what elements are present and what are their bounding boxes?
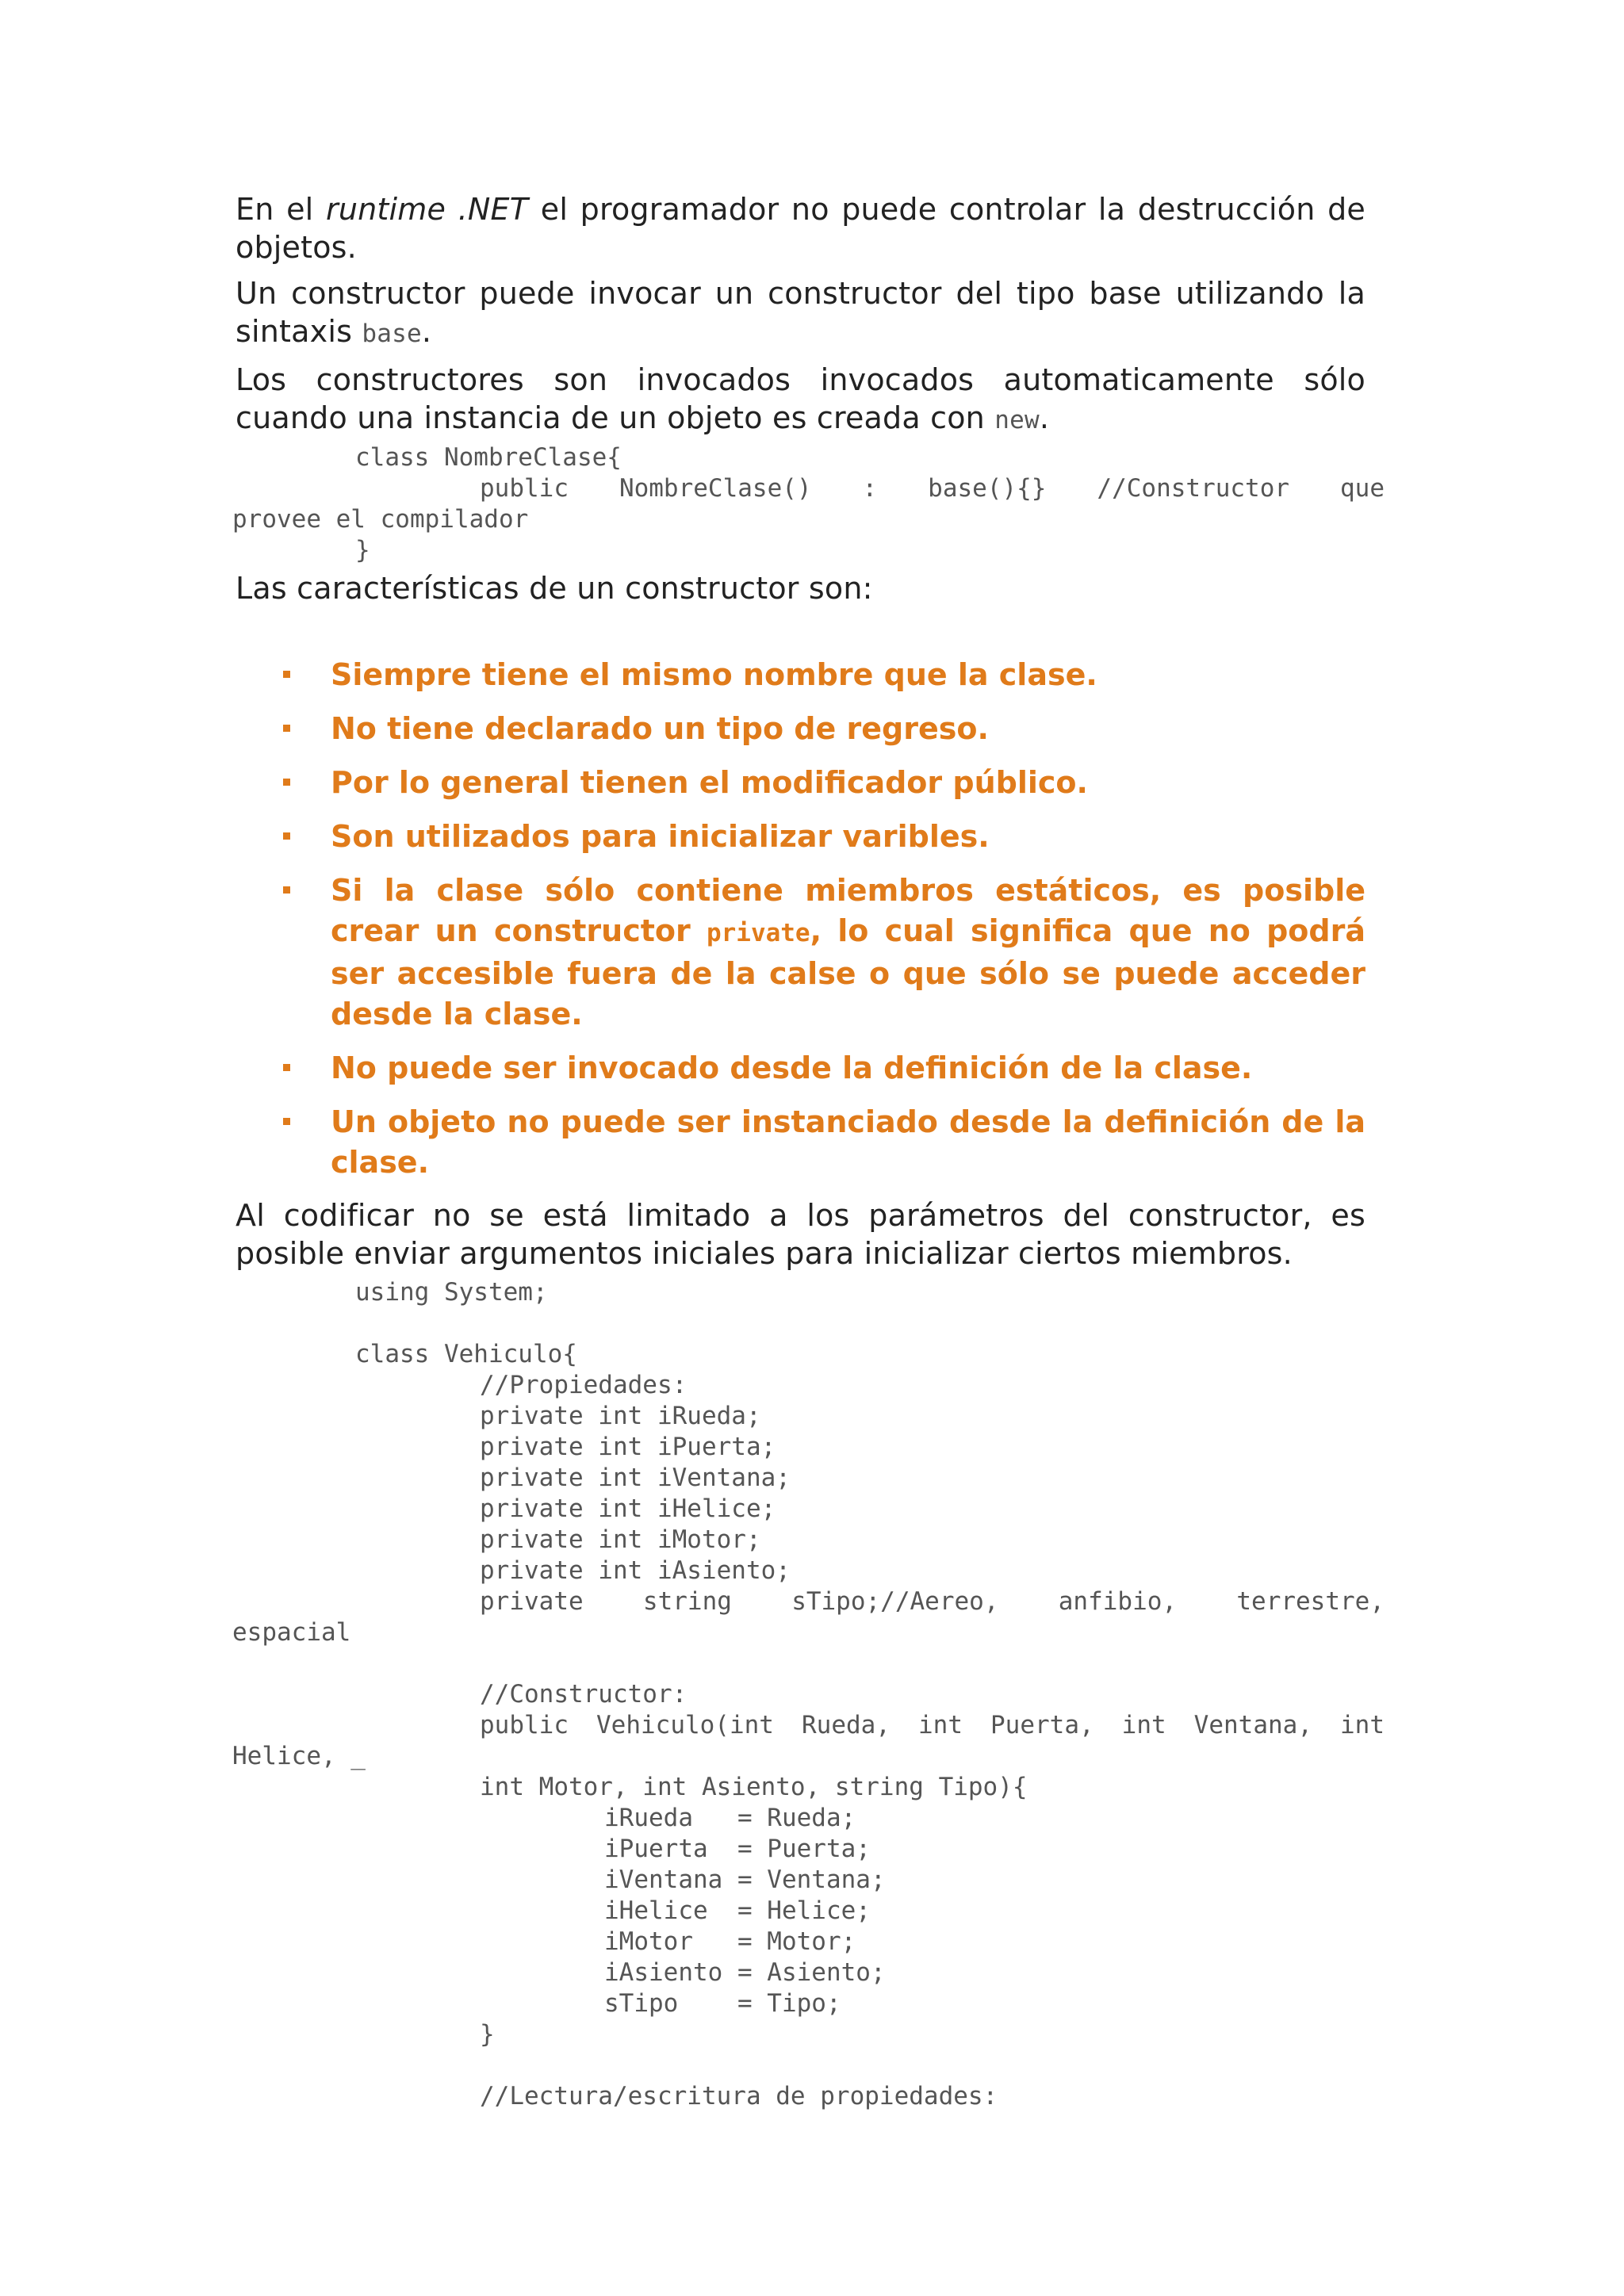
- code-line: provee el compilador: [232, 505, 529, 534]
- list-item: [236, 871, 1365, 1035]
- code-line: class Vehiculo{: [355, 1340, 577, 1368]
- code-line: private int iMotor;: [480, 1525, 761, 1554]
- code-line: private int iHelice;: [480, 1494, 776, 1523]
- code-line: private int iPuerta;: [480, 1433, 776, 1461]
- paragraph-runtime: [236, 190, 1365, 266]
- list-item: [236, 1048, 1365, 1089]
- code-line: sTipo = Tipo;: [604, 1989, 841, 2018]
- code-line: iAsiento = Asiento;: [604, 1958, 886, 1987]
- code-line: public Vehiculo(int Rueda, int Puerta, int Ventana, int: [480, 1711, 1385, 1739]
- bullet-icon: [283, 671, 290, 678]
- list-item: [236, 817, 1365, 857]
- code-line: private int iAsiento;: [480, 1556, 791, 1585]
- runtime-term: runtime .NET: [326, 192, 529, 227]
- inline-code-new: new: [994, 406, 1040, 434]
- paragraph-text: Un constructor puede invocar un constructor del tipo base utilizando la sintaxis: [236, 276, 1365, 349]
- paragraph-text: En el: [236, 192, 326, 227]
- code-line: iRueda = Rueda;: [604, 1804, 856, 1832]
- code-line: espacial: [232, 1618, 351, 1647]
- list-item-text: No tiene declarado un tipo de regreso.: [331, 711, 989, 746]
- bullet-icon: [283, 832, 290, 840]
- bullet-icon: [283, 1064, 290, 1071]
- inline-code-private: private: [706, 919, 810, 947]
- bullet-icon: [283, 779, 290, 786]
- code-line: private string sTipo;//Aereo, anfibio, terrestre,: [480, 1587, 1385, 1616]
- code-line: iHelice = Helice;: [604, 1896, 871, 1925]
- list-item: [236, 763, 1365, 803]
- code-line: Helice, _: [232, 1742, 366, 1770]
- list-item-text: , lo cual significa que no podrá ser accesible fuera de la calse o que sólo se puede acceder desde la clase.: [331, 913, 1365, 1031]
- paragraph-text: el programador no puede controlar la destrucción de objetos.: [236, 192, 1365, 265]
- list-item-text: Siempre tiene el mismo nombre que la clase.: [331, 657, 1097, 692]
- code-block-vehiculo: [232, 1277, 1385, 2112]
- code-line: iVentana = Ventana;: [604, 1866, 886, 1894]
- bullet-icon: [283, 1118, 290, 1125]
- code-blank-line: [232, 1648, 1385, 1679]
- paragraph-text: .: [1039, 400, 1050, 435]
- list-item: [236, 1102, 1365, 1183]
- paragraph-text: .: [421, 314, 432, 349]
- paragraph-text: Los constructores son invocados invocados automaticamente sólo cuando una instancia de un objeto es creada con: [236, 362, 1365, 435]
- paragraph-new: [236, 361, 1365, 439]
- code-line: private int iVentana;: [480, 1464, 791, 1492]
- code-line: //Constructor:: [480, 1680, 688, 1709]
- code-line: private int iRueda;: [480, 1402, 761, 1430]
- list-item-text: No puede ser invocado desde la definición de la clase.: [331, 1050, 1253, 1085]
- code-line: class NombreClase{: [355, 443, 622, 472]
- inline-code-base: base: [362, 320, 422, 348]
- bullet-icon: [283, 886, 290, 894]
- code-line: iMotor = Motor;: [604, 1927, 856, 1956]
- bullet-icon: [283, 725, 290, 732]
- code-line: int Motor, int Asiento, string Tipo){: [480, 1773, 1028, 1801]
- list-item-text: Son utilizados para inicializar varibles.: [331, 819, 990, 854]
- list-item: [236, 709, 1365, 749]
- code-line: iPuerta = Puerta;: [604, 1835, 871, 1863]
- list-item: [236, 655, 1365, 695]
- code-line: using System;: [355, 1278, 548, 1307]
- code-line: }: [480, 2020, 495, 2049]
- characteristics-heading: Las características de un constructor son:: [236, 571, 873, 606]
- list-item-text: Si la clase sólo contiene miembros estáticos, es posible crear un constructor: [331, 873, 1365, 948]
- code-blank-line: [232, 2050, 1385, 2081]
- document-page: [232, 190, 1385, 2112]
- list-item-text: Por lo general tienen el modificador público.: [331, 765, 1088, 800]
- code-blank-line: [232, 1308, 1385, 1339]
- characteristics-list: [236, 655, 1365, 1183]
- code-line: public NombreClase() : base(){} //Constructor que: [480, 474, 1385, 503]
- paragraph-argumentos: Al codificar no se está limitado a los parámetros del constructor, es posible enviar argumentos iniciales para inicializar ciertos miembros.: [236, 1198, 1365, 1271]
- paragraph-base: [236, 274, 1365, 353]
- code-line: }: [355, 536, 370, 564]
- code-block-nombreclase: [232, 442, 1385, 566]
- code-line: //Lectura/escritura de propiedades:: [480, 2082, 998, 2110]
- code-line: //Propiedades:: [480, 1371, 688, 1399]
- list-item-text: Un objeto no puede ser instanciado desde la definición de la clase.: [331, 1104, 1365, 1180]
